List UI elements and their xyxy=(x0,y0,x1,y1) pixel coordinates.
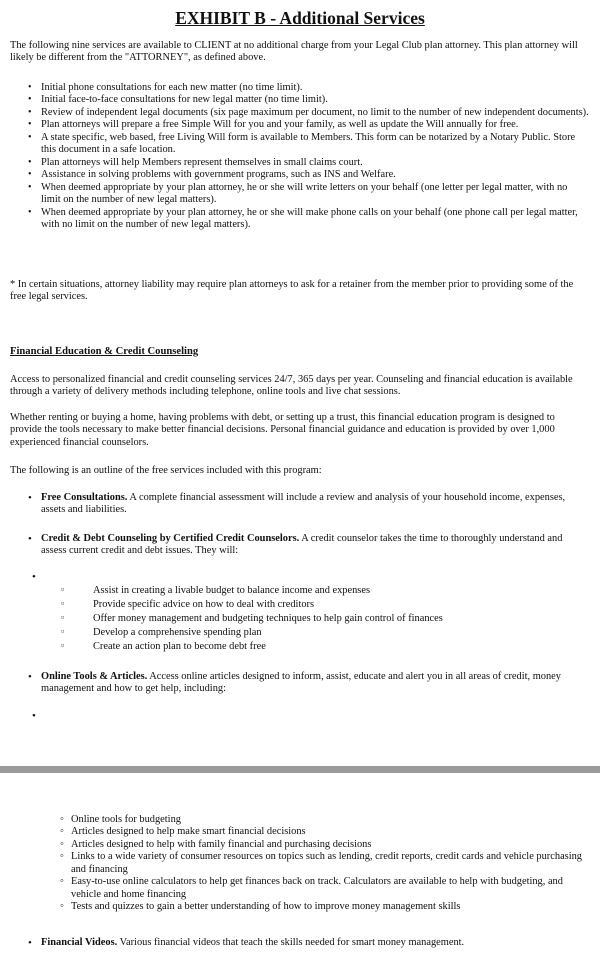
item-label: Free Consultations. xyxy=(41,492,128,503)
item-label: Online Tools & Articles. xyxy=(41,671,148,682)
retainer-note: * In certain situations, attorney liability may require plan attorneys to ask for a retainer from the member prior to providing some of the free legal services. xyxy=(10,279,574,303)
list-item: ◦ Articles designed to help with family financial and purchasing decisions xyxy=(71,839,591,851)
list-item: ▫ Assist in creating a livable budget to balance income and expenses xyxy=(93,585,573,599)
list-item: • Assistance in solving problems with government programs, such as INS and Welfare. xyxy=(41,169,589,181)
item-text: A credit counselor takes the time to thoroughly understand and assess current credit and debt issues. They will: xyxy=(41,533,563,557)
bullet: • xyxy=(28,671,32,683)
list-item: ▫ Offer money management and budgeting techniques to help gain control of finances xyxy=(93,613,573,627)
bullet: • xyxy=(32,710,36,722)
credit-debt-item xyxy=(41,533,589,558)
free-consultations-item xyxy=(41,492,589,517)
list-item: • A state specific, web based, free Living Will form is available to Members. This form can be notarized by a Notary Public. Store this document in a safe location. xyxy=(41,132,589,157)
bullet: • xyxy=(28,937,32,949)
intro-paragraph: The following nine services are available to CLIENT at no additional charge from your Legal Club plan attorney. This plan attorney will likely be different from the "ATTORNEY", as defined above. xyxy=(10,40,578,64)
item-label: Credit & Debt Counseling by Certified Credit Counselors. xyxy=(41,533,300,544)
bullet: • xyxy=(28,492,32,504)
credit-sublist xyxy=(93,585,573,655)
online-tools-item xyxy=(41,671,589,696)
list-item: ◦ Links to a wide variety of consumer resources on topics such as lending, credit reports, credit cards and vehicle purchasing and financing xyxy=(71,851,591,876)
list-item: ▫ Develop a comprehensive spending plan xyxy=(93,627,573,641)
item-text: Various financial videos that teach the skills needed for smart money management. xyxy=(117,937,465,948)
bullet: • xyxy=(32,571,36,583)
list-item: • Initial phone consultations for each new matter (no time limit). xyxy=(41,82,589,94)
list-item: ◦ Easy-to-use online calculators to help get finances back on track. Calculators are available to help with budgeting, and vehicle and home financing xyxy=(71,876,591,901)
bullet: • xyxy=(28,533,32,545)
list-item: ▫ Provide specific advice on how to deal with creditors xyxy=(93,599,573,613)
list-item: ◦ Tests and quizzes to gain a better understanding of how to improve money management skills xyxy=(71,901,591,913)
paragraph: The following is an outline of the free services included with this program: xyxy=(10,465,322,476)
list-item: • Plan attorneys will prepare a free Simple Will for you and your family, as well as update the Will annually for free. xyxy=(41,119,589,131)
list-item: ◦ Articles designed to help make smart financial decisions xyxy=(71,826,591,838)
paragraph: Access to personalized financial and credit counseling services 24/7, 365 days per year. Counseling and financial education is available through a variety of delivery methods including telephone, online tools and live chat sessions. xyxy=(10,374,573,398)
list-item: • When deemed appropriate by your plan attorney, he or she will make phone calls on your behalf (one phone call per legal matter, with no limit on the number of new legal matters). xyxy=(41,207,589,232)
item-label: Financial Videos. xyxy=(41,937,118,948)
online-sublist xyxy=(71,814,591,914)
page-title: EXHIBIT B - Additional Services xyxy=(175,8,425,28)
list-item: ◦ Online tools for budgeting xyxy=(71,814,591,826)
page-divider xyxy=(0,766,600,773)
list-item: • Initial face-to-face consultations for new legal matter (no time limit). xyxy=(41,94,589,106)
item-text: A complete financial assessment will include a review and analysis of your household income, expenses, assets and liabilities. xyxy=(41,492,566,516)
list-item: • Plan attorneys will help Members represent themselves in small claims court. xyxy=(41,157,589,169)
financial-videos-item xyxy=(41,937,589,949)
paragraph: Whether renting or buying a home, having problems with debt, or setting up a trust, this financial education program is designed to provide the tools necessary to make better financial decisions. Personal financial guidance and education is provided by over 1,000 experienced financial counselors. xyxy=(10,412,555,448)
list-item: ▫ Create an action plan to become debt free xyxy=(93,641,573,655)
item-text: Access online articles designed to inform, assist, educate and alert you in all areas of credit, money management and how to get help, including: xyxy=(41,671,561,695)
list-item: • When deemed appropriate by your plan attorney, he or she will write letters on your behalf (one letter per legal matter, with no limit on the number of new legal matters). xyxy=(41,182,589,207)
list-item: • Review of independent legal documents (six page maximum per document, no limit to the number of new independent documents). xyxy=(41,107,589,119)
services-list xyxy=(41,82,589,232)
section-heading: Financial Education & Credit Counseling xyxy=(10,346,199,357)
